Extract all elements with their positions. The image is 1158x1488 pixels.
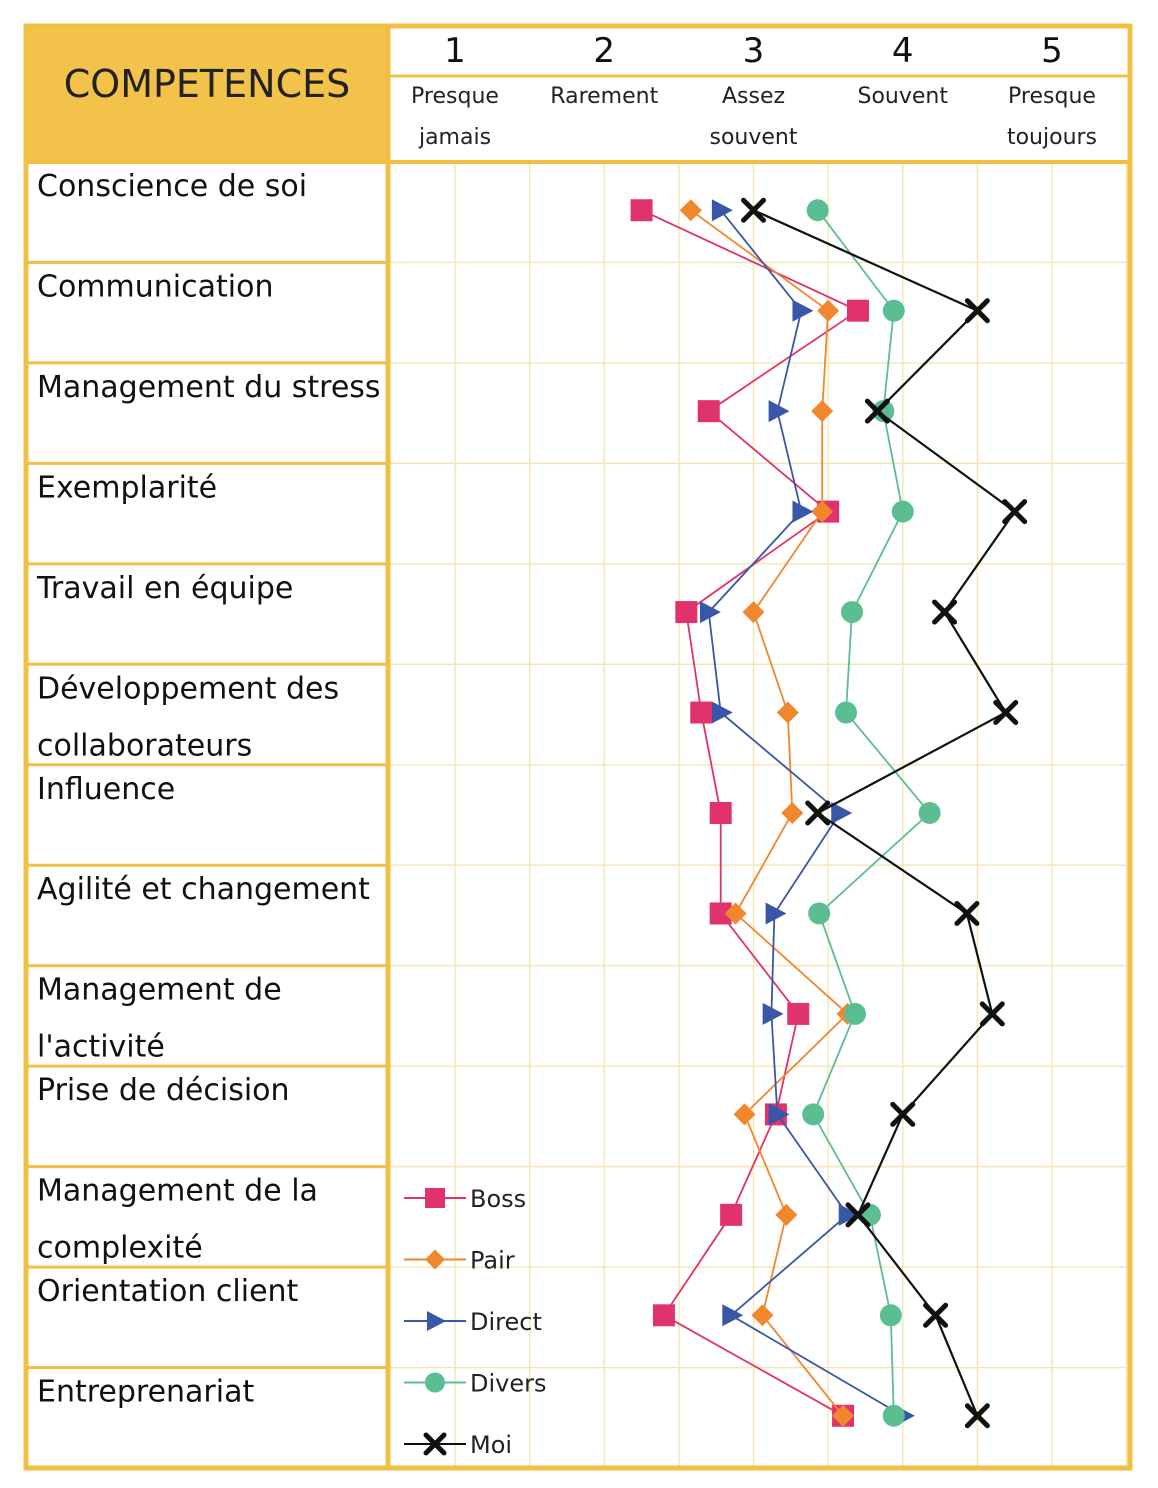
legend-item-divers [404,1370,547,1398]
point-diamond [743,601,765,623]
point-circle [883,1405,905,1427]
series-direct [700,199,915,1427]
scale-label: Souvent [857,84,948,109]
legend [404,1185,547,1459]
point-x [808,803,828,823]
point-diamond [811,400,833,422]
point-circle [919,802,941,824]
point-square [787,1003,809,1025]
point-diamond [751,1304,773,1326]
point-triangle [427,1311,446,1331]
legend-item-moi [404,1431,512,1459]
point-triangle [763,1003,784,1025]
legend-label: Moi [470,1431,513,1459]
point-square [720,1204,742,1226]
point-x [982,1004,1002,1024]
point-circle [880,1304,902,1326]
point-triangle [792,300,813,322]
competence-label: collaborateurs [37,728,253,764]
competence-label: Influence [37,771,176,807]
scale-label: Presque [411,84,499,109]
point-diamond [777,702,799,724]
competence-label: Management de la [37,1173,318,1209]
point-circle [844,1003,866,1025]
point-square [710,802,732,824]
scale-label: Presque [1008,84,1096,109]
competence-label: Développement des [37,671,340,707]
series-line [813,210,929,1416]
legend-label: Direct [470,1308,542,1336]
legend-label: Divers [470,1369,547,1398]
point-square [675,601,697,623]
point-circle [835,702,857,724]
point-diamond [680,199,702,221]
point-circle [841,601,863,623]
competence-label: complexité [37,1230,203,1266]
competence-label: Communication [37,269,274,305]
point-triangle [766,902,787,924]
competence-label: Prise de décision [37,1073,290,1109]
scale-value: 2 [593,31,616,71]
point-triangle [792,501,813,523]
scale-label: toujours [1006,125,1098,150]
point-x [996,703,1016,723]
legend-label: Pair [470,1246,515,1275]
scale-value: 1 [444,31,466,71]
scale-value: 4 [891,31,914,71]
competence-label: Travail en équipe [37,570,294,606]
point-circle [425,1373,445,1393]
row-labels [36,169,381,1410]
scale-label: jamais [418,125,492,150]
point-circle [808,902,830,924]
point-x [1005,502,1025,522]
series-line [642,210,858,1416]
scale-value: 3 [742,31,765,71]
scale-label: souvent [709,125,798,150]
point-circle [892,501,914,523]
point-square [847,300,869,322]
legend-item-pair [404,1247,515,1275]
point-circle [802,1103,824,1125]
competence-label: Management du stress [37,369,381,405]
point-square [690,702,712,724]
scale-label: Assez [721,84,786,109]
point-diamond [775,1204,797,1226]
point-x [935,602,955,622]
legend-item-boss [404,1185,526,1213]
point-square [631,199,653,221]
legend-label: Boss [470,1185,527,1213]
competence-label: Entreprenariat [37,1374,255,1410]
competence-label: l'activité [37,1029,165,1065]
competence-label: Orientation client [37,1274,299,1310]
scale-value: 5 [1041,31,1063,71]
competence-label: Conscience de soi [37,169,308,204]
point-square [653,1304,675,1326]
competence-label: Management de [37,972,282,1008]
point-circle [807,199,829,221]
point-square [698,400,720,422]
point-triangle [712,199,733,221]
point-x [957,903,977,923]
legend-item-direct [404,1308,542,1336]
scale-label: Rarement [550,84,659,109]
point-x [926,1305,946,1325]
point-circle [883,300,905,322]
point-diamond [817,300,839,322]
point-square [425,1188,445,1208]
competence-label: Agilité et changement [37,872,370,908]
competence-label: Exemplarité [37,470,218,506]
header-title: COMPETENCES [63,62,351,106]
point-diamond [781,802,803,824]
